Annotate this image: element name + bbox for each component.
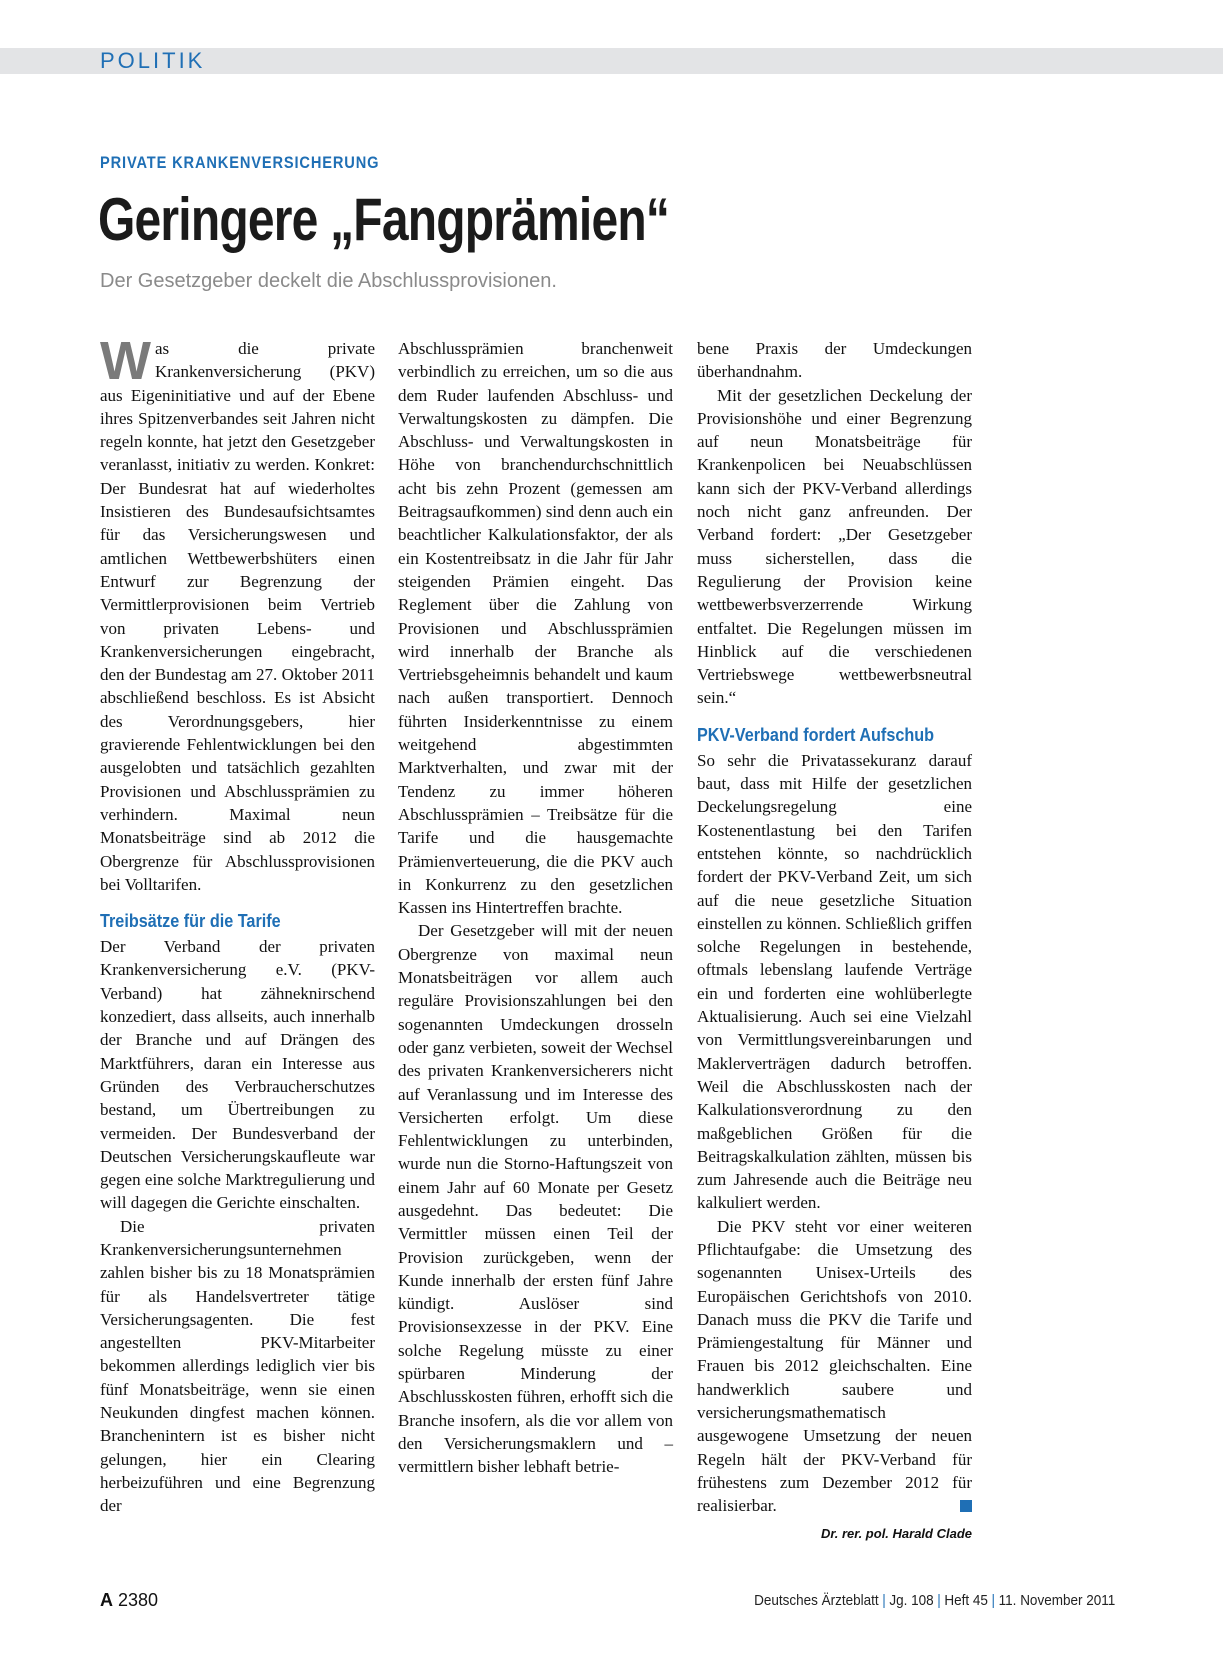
drop-cap: W [100, 331, 151, 391]
journal-name: Deutsches Ärzteblatt [753, 1592, 879, 1609]
author-byline: Dr. rer. pol. Harald Clade [821, 1525, 972, 1541]
separator: | [991, 1592, 995, 1609]
paragraph: bene Praxis der Umdeckungen überhandnahm. [697, 339, 972, 382]
journal-footer [754, 1592, 1115, 1609]
page-prefix: A [100, 1590, 113, 1610]
paragraph: Mit der gesetzlichen Deckelung der Provisionshöhe und einer Begrenzung auf neun Monatsbeiträge für Krankenpolicen bei Neuabschlüssen kann sich der PKV-Verband allerdings noch nicht ganz anfreunden. Der Verband fordert: „Der Gesetzgeber muss sicherstellen, dass die Regulierung der Provision keine wettbewerbsverzerrende Wirkung entfaltet. Die Regelungen müssen im Hinblick auf die verschiedenen Vertriebswege wettbewerbsneutral sein.“ [697, 385, 972, 708]
section-subtitle: PKV-Verband fordert Aufschub [697, 724, 935, 745]
article-subhead: Der Gesetzgeber deckelt die Abschlussprovisionen. [100, 270, 557, 292]
paragraph: Abschlussprämien branchenweit verbindlich zu erreichen, um so die aus dem Ruder laufenden Abschluss- und Verwaltungskosten zu dämpfen. Die Abschluss- und Verwaltungskosten in Höhe von branchendurchschnittlich acht bis zehn Prozent (gemessen am Beitragsaufkommen) sind denn auch ein beachtlicher Kalkulationsfaktor, der als ein Kostentreibsatz in die Jahr für Jahr steigenden Prämien eingeht. Das Reglement über die Zahlung von Provisionen und Abschlussprämien wird innerhalb der Branche als Vertriebsgeheimnis behandelt und kaum nach außen transportiert. Dennoch führten Insiderkenntnisse zu einem weitgehend abgestimmten Marktverhalten, und zwar mit der Tendenz zu immer höheren Abschlussprämien – Treibsätze für die Tarife und die hausgemachte Prämienverteuerung, die die PKV auch in Konkurrenz zu den gesetzlichen Kassen ins Hintertreffen brachte. [398, 339, 673, 918]
page-number [100, 1590, 158, 1611]
paragraph: Die privaten Krankenversicherungsunternehmen zahlen bisher bis zu 18 Monatsprämien für als Handelsvertreter tätige Versicherungsagenten. Die fest angestellten PKV-Mitarbeiter bekommen allerdings lediglich vier bis fünf Monatsbeiträge, wenn sie einen Neukunden dingfest machen können. Branchenintern ist es bisher nicht gelungen, hier ein Clearing herbeizuführen und eine Begrenzung der [100, 1216, 375, 1516]
separator: | [882, 1592, 886, 1609]
end-mark-icon [960, 1500, 972, 1512]
section-subtitle: Treibsätze für die Tarife [100, 911, 281, 932]
text-column-1 [100, 331, 375, 1518]
journal-date: 11. November 2011 [998, 1592, 1115, 1609]
paragraph: as die private Krankenversicherung (PKV) aus Eigeninitiative und auf der Ebene ihres Spitzenverbandes seit Jahren nicht regeln konnte, hat jetzt den Gesetzgeber veranlasst, initiativ zu werden. Konkret: Der Bundesrat hat auf wiederholtes Insistieren des Bundesaufsichtsamtes für das Versicherungswesen und amtlichen Wettbewerbshüters einen Entwurf zur Begrenzung der Vermittlerprovisionen beim Vertrieb von privaten Lebens- und Krankenversicherungen eingebracht, den der Bundestag am 27. Oktober 2011 abschließend beschloss. Es ist Absicht des Verordnungsgebers, hier gravierende Fehlentwicklungen bei den ausgelobten und tatsächlich gezahlten Provisionen und Abschlussprämien zu verhindern. Maximal neun Monatsbeiträge sind ab 2012 die Obergrenze für Abschlussprovisionen bei Volltarifen. [100, 339, 375, 894]
text-column-2 [398, 337, 673, 1479]
paragraph: Der Verband der privaten Krankenversicherung e.V. (PKV-Verband) hat zähneknirschend konzediert, dass allseits, auch innerhalb der Branche und auf Drängen des Marktführers, daran ein Interesse aus Gründen des Verbraucherschutzes bestand, um Übertreibungen zu vermeiden. Der Bundesverband der Deutschen Versicherungskaufleute war gegen eine solche Marktregulierung und will dagegen die Gerichte einschalten. [100, 937, 375, 1213]
page-number-value: 2380 [118, 1590, 159, 1610]
text-column-3 [697, 337, 972, 1545]
journal-issue: Heft 45 [944, 1592, 988, 1609]
article-kicker: PRIVATE KRANKENVERSICHERUNG [100, 153, 380, 172]
article-headline: Geringere „Fangprämien“ [98, 186, 670, 253]
section-label: POLITIK [100, 48, 206, 73]
final-paragraph-text: Die PKV steht vor einer weiteren Pflichtaufgabe: die Umsetzung des sogenannten Unisex-Urteils des Europäischen Gerichtshofs von 2010. Danach muss die PKV die Tarife und Prämiengestaltung für Männer und Frauen bis 2012 gleichschalten. Eine handwerklich saubere und versicherungsmathematisch ausgewogene Umsetzung der neuen Regeln hält der PKV-Verband für frühestens zum Dezember 2012 für realisierbar. [697, 1216, 972, 1516]
paragraph-final [697, 1215, 972, 1518]
paragraph: So sehr die Privatassekuranz darauf baut, dass mit Hilfe der gesetzlichen Deckelungsregelung eine Kostenentlastung bei den Tarifen entstehen könnte, so nachdrücklich fordert der PKV-Verband Zeit, um sich auf die neue gesetzliche Situation einstellen zu können. Schließlich griffen solche Regelungen in bestehende, oftmals lebenslang laufende Verträge ein und forderten eine wohlüberlegte Aktualisierung. Auch sei eine Vielzahl von Vermittlungsvereinbarungen und Maklerverträgen dadurch betroffen. Weil die Abschlusskosten nach der Kalkulationsverordnung zu den maßgeblichen Größen für die Beitragskalkulation zählten, müssen bis zum Jahresende auch die Beiträge neu kalkuliert werden. [697, 750, 972, 1213]
paragraph: Der Gesetzgeber will mit der neuen Obergrenze von maximal neun Monatsbeiträgen vor allem auch reguläre Provisionszahlungen bei den sogenannten Umdeckungen drosseln oder ganz verbieten, soweit der Wechsel des privaten Krankenversicherers nicht auf Veranlassung und im Interesse des Versicherten erfolgt. Um diese Fehlentwicklungen zu unterbinden, wurde nun die Storno-Haftungszeit von einem Jahr auf 60 Monate per Gesetz ausgedehnt. Das bedeutet: Die Vermittler müssen einen Teil der Provision zurückgeben, wenn der Kunde innerhalb der ersten fünf Jahre kündigt. Auslöser sind Provisionsexzesse in der PKV. Eine solche Regelung müsste zu einer spürbaren Minderung der Abschlusskosten führen, erhofft sich die Branche insofern, als die vor allem von den Versicherungsmaklern und –vermittlern bisher lebhaft betrie- [398, 921, 673, 1477]
separator: | [937, 1592, 941, 1609]
journal-volume: Jg. 108 [889, 1592, 934, 1609]
